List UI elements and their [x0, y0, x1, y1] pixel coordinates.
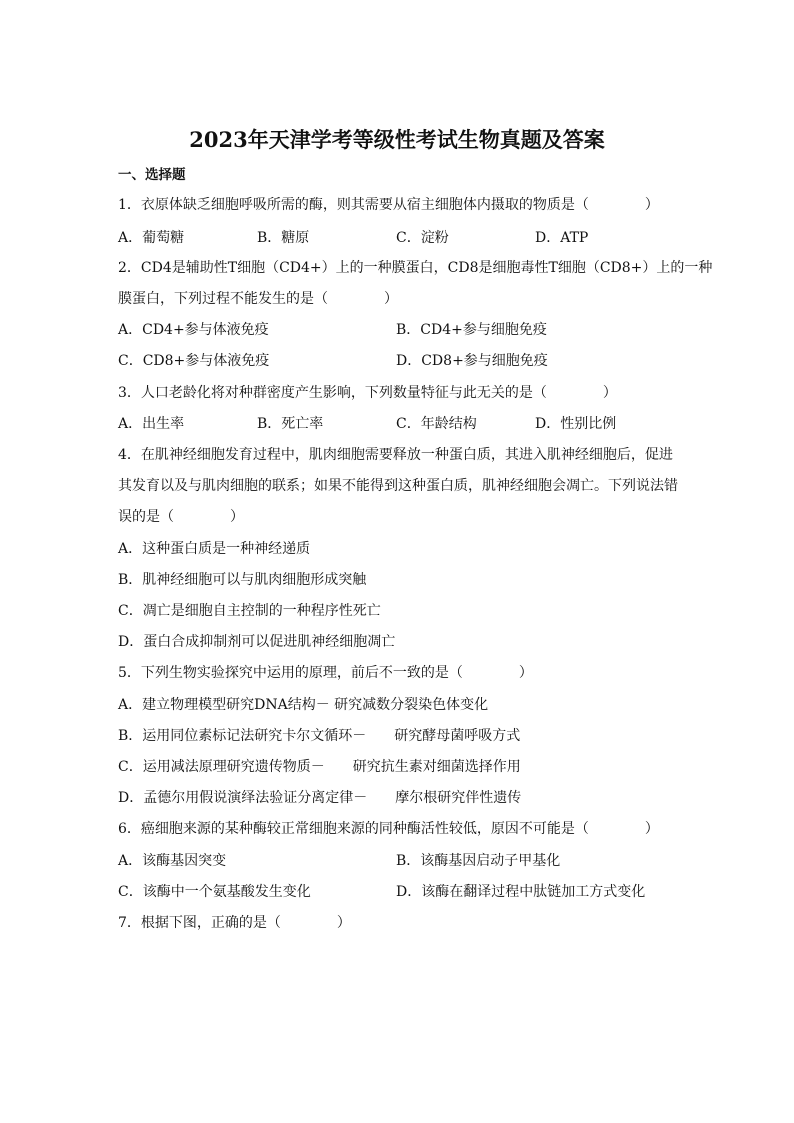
question-3-option-d: D．性别比例 — [535, 416, 617, 432]
question-2-option-d: D．CD8+参与细胞免疫 — [396, 353, 548, 369]
question-2-option-b: B．CD4+参与细胞免疫 — [396, 322, 547, 338]
question-7-stem: 7．根据下图，正确的是（ ） — [118, 915, 351, 931]
question-1-option-c: C．淀粉 — [396, 230, 449, 246]
question-4-option-d: D．蛋白合成抑制剂可以促进肌神经细胞凋亡 — [118, 634, 396, 650]
question-6-option-a: A．该酶基因突变 — [118, 853, 227, 869]
question-6-stem: 6．癌细胞来源的某种酶较正常细胞来源的同种酶活性较低，原因不可能是（ ） — [118, 821, 659, 837]
question-5-option-b: B．运用同位素标记法研究卡尔文循环－ 研究酵母菌呼吸方式 — [118, 728, 521, 744]
question-6-option-c: C．该酶中一个氨基酸发生变化 — [118, 884, 311, 900]
question-3-option-c: C．年龄结构 — [396, 416, 477, 432]
question-2-option-a: A．CD4+参与体液免疫 — [118, 322, 269, 338]
question-1-option-a: A．葡萄糖 — [118, 230, 185, 246]
question-1-option-d: D．ATP — [535, 230, 589, 246]
question-2-option-c: C．CD8+参与体液免疫 — [118, 353, 270, 369]
question-5-stem: 5．下列生物实验探究中运用的原理，前后不一致的是（ ） — [118, 665, 533, 681]
question-5-option-c: C．运用减法原理研究遗传物质－ 研究抗生素对细菌选择作用 — [118, 759, 521, 775]
question-3-option-a: A．出生率 — [118, 416, 185, 432]
question-1-stem: 1．衣原体缺乏细胞呼吸所需的酶，则其需要从宿主细胞体内摄取的物质是（ ） — [118, 197, 659, 213]
question-5-option-d: D．孟德尔用假说演绎法验证分离定律－ 摩尔根研究伴性遗传 — [118, 790, 522, 806]
question-2-stem-line-2: 膜蛋白，下列过程不能发生的是（ ） — [118, 291, 398, 307]
question-4-option-a: A．这种蛋白质是一种神经递质 — [118, 541, 311, 557]
question-4-stem-line-2: 其发育以及与肌肉细胞的联系；如果不能得到这种蛋白质，肌神经细胞会凋亡。下列说法错 — [118, 478, 678, 494]
question-1-option-b: B．糖原 — [257, 230, 310, 246]
question-2-stem-line-1: 2．CD4是辅助性T细胞（CD4+）上的一种膜蛋白，CD8是细胞毒性T细胞（CD8+）上的一种 — [118, 260, 713, 276]
question-4-option-c: C．凋亡是细胞自主控制的一种程序性死亡 — [118, 603, 381, 619]
question-5-option-a: A．建立物理模型研究DNA结构－ 研究减数分裂染色体变化 — [118, 697, 489, 713]
question-3-stem: 3．人口老龄化将对种群密度产生影响，下列数量特征与此无关的是（ ） — [118, 385, 617, 401]
question-6-option-d: D．该酶在翻译过程中肽链加工方式变化 — [396, 884, 646, 900]
question-4-stem-line-1: 4．在肌神经细胞发育过程中，肌肉细胞需要释放一种蛋白质，其进入肌神经细胞后，促进 — [118, 447, 673, 463]
question-4-option-b: B．肌神经细胞可以与肌肉细胞形成突触 — [118, 572, 367, 588]
question-6-option-b: B．该酶基因启动子甲基化 — [396, 853, 561, 869]
question-4-stem-line-3: 误的是（ ） — [118, 509, 244, 525]
question-3-option-b: B．死亡率 — [257, 416, 324, 432]
page-title: 2023年天津学考等级性考试生物真题及答案 — [189, 127, 605, 152]
section-heading: 一、选择题 — [118, 167, 186, 183]
